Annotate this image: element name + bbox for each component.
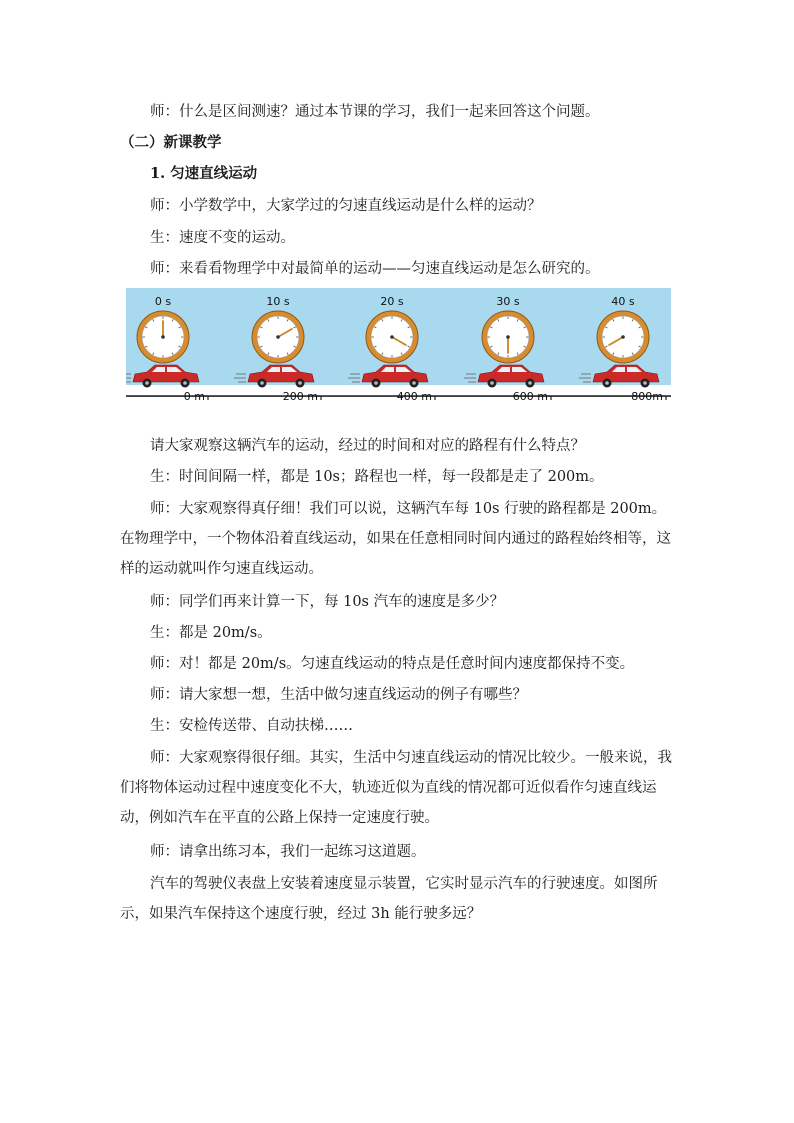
student-answer-7: 生：安检传送带、自动扶梯……	[150, 718, 353, 734]
teacher-instruction-9: 师：请拿出练习本，我们一起练习这道题。	[150, 844, 426, 860]
student-answer-3: 生：时间间隔一样，都是 10s；路程也一样，每一段都是走了 200m。	[150, 469, 604, 485]
figure-drawing	[126, 288, 671, 400]
car-hub	[528, 381, 532, 385]
teacher-intro-line: 师：什么是区间测速？通过本节课的学习，我们一起来回答这个问题。	[150, 104, 600, 120]
section-heading: （二）新课教学	[120, 134, 222, 151]
distance-label: 0 m	[183, 390, 205, 400]
car-body	[593, 365, 659, 382]
teacher-paragraph-4: 师：大家观察得真仔细！我们可以说，这辆汽车每 10s 行驶的路程都是 200m。在物理学中，一个物体沿着直线运动，如果在任意相同时间内通过的路程始终相等，这样的运动就叫作匀速直线运动。	[120, 501, 671, 577]
distance-label: 200 m	[282, 390, 318, 400]
subsection-heading: 1. 匀速直线运动	[150, 165, 258, 182]
time-label: 40 s	[611, 295, 635, 308]
car-body	[478, 365, 544, 382]
teacher-paragraph-8: 师：大家观察得很仔细。其实，生活中匀速直线运动的情况比较少。一般来说，我们将物体运动过程中速度变化不大，轨迹近似为直线的情况都可近似看作匀速直线运动，例如汽车在平直的公路上保持一定速度行驶。	[120, 750, 672, 826]
car-hub	[605, 381, 609, 385]
clock-center	[621, 335, 625, 339]
car-body	[362, 365, 428, 382]
car-hub	[412, 381, 416, 385]
time-label: 30 s	[496, 295, 520, 308]
student-answer-5: 生：都是 20m/s。	[150, 625, 272, 641]
distance-label: 800m	[631, 390, 663, 400]
time-label: 20 s	[380, 295, 404, 308]
time-label: 10 s	[266, 295, 290, 308]
clock-center	[390, 335, 394, 339]
clock-center	[506, 335, 510, 339]
clock-center	[276, 335, 280, 339]
teacher-question-2: 师：来看看物理学中对最简单的运动——匀速直线运动是怎么研究的。	[150, 261, 600, 277]
clock-center	[161, 335, 165, 339]
student-answer-1: 生：速度不变的运动。	[150, 230, 295, 246]
teacher-question-1: 师：小学数学中，大家学过的匀速直线运动是什么样的运动？	[150, 198, 542, 214]
car-hub	[260, 381, 264, 385]
teacher-question-5: 师：同学们再来计算一下，每 10s 汽车的速度是多少？	[150, 594, 505, 610]
uniform-motion-figure	[126, 288, 671, 400]
car-body	[248, 365, 314, 382]
teacher-statement-6: 师：对！都是 20m/s。匀速直线运动的特点是任意时间内速度都保持不变。	[150, 656, 635, 672]
time-label: 0 s	[154, 295, 172, 308]
car-hub	[183, 381, 187, 385]
car-hub	[643, 381, 647, 385]
car-hub	[490, 381, 494, 385]
teacher-question-7: 师：请大家想一想，生活中做匀速直线运动的例子有哪些？	[150, 687, 527, 703]
teacher-question-3: 请大家观察这辆汽车的运动，经过的时间和对应的路程有什么特点？	[150, 438, 585, 454]
car-hub	[374, 381, 378, 385]
car-hub	[145, 381, 149, 385]
car-body	[133, 365, 199, 382]
distance-label: 600 m	[512, 390, 548, 400]
car-hub	[298, 381, 302, 385]
distance-label: 400 m	[396, 390, 432, 400]
exercise-paragraph: 汽车的驾驶仪表盘上安装着速度显示装置，它实时显示汽车的行驶速度。如图所示，如果汽车保持这个速度行驶，经过 3h 能行驶多远？	[120, 876, 658, 922]
